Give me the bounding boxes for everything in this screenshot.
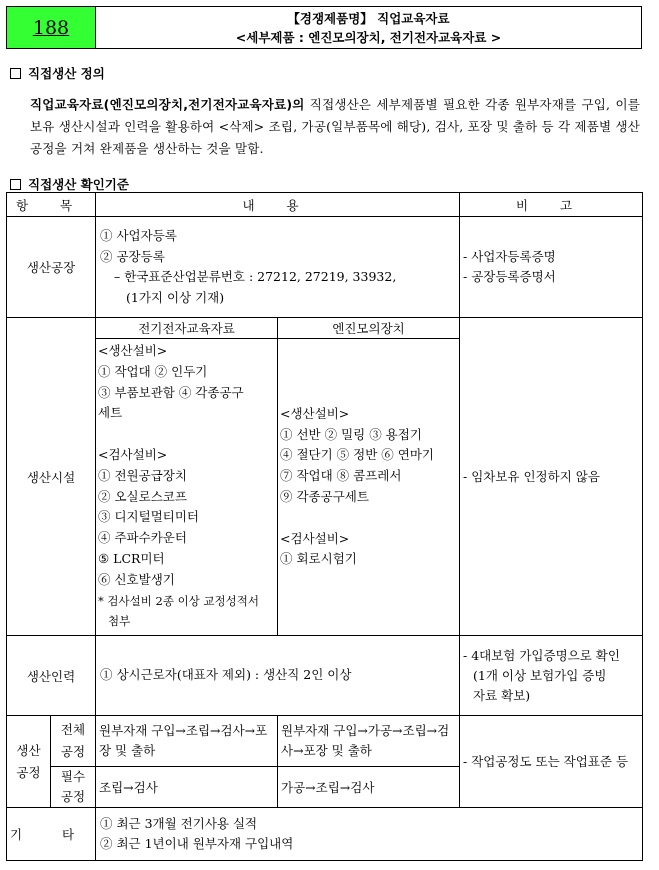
facility-col2-head: 엔진모의장치 xyxy=(278,318,460,339)
manpower-notes xyxy=(460,636,643,716)
facility-item: 세트 xyxy=(98,405,123,421)
facility-item: * 검사설비 2종 이상 교정성적서 xyxy=(98,593,259,608)
facility-item: <검사설비> xyxy=(280,530,350,546)
facility-spacer xyxy=(280,508,457,529)
full-process-col2: 원부자재 구입→가공→조립→검사→포장 및 출하 xyxy=(278,716,460,767)
checkbox-square-icon xyxy=(10,68,21,79)
checkbox-square-icon xyxy=(10,179,21,190)
required-process-label: 필수공정 xyxy=(51,767,96,808)
header-title xyxy=(96,7,641,48)
facility-content xyxy=(96,318,460,636)
row-manpower xyxy=(7,636,643,716)
factory-content xyxy=(96,217,460,318)
manpower-content: ① 상시근로자(대표자 제외) : 생산직 2인 이상 xyxy=(96,636,460,716)
section1-heading xyxy=(10,64,105,82)
process-note: - 작업공정도 또는 작업표준 등 xyxy=(460,716,643,808)
other-label: 기 타 xyxy=(7,808,96,861)
facility-note: - 임차보유 인정하지 않음 xyxy=(460,318,643,636)
facility-item: 첨부 xyxy=(108,614,131,629)
required-process-col2: 가공→조립→검사 xyxy=(278,767,460,808)
required-process-col1: 조립→검사 xyxy=(96,767,278,808)
facility-item: ④ 주파수카운터 xyxy=(98,530,187,546)
manpower-note: - 4대보험 가입증명으로 확인 xyxy=(463,647,620,663)
facility-item: ① 회로시험기 xyxy=(280,551,357,567)
header-title-line2: <세부제품 : 엔진모의장치, 전기전자교육자료 > xyxy=(235,29,502,45)
process-label: 생산공정 xyxy=(7,716,51,808)
facility-item: ② 오실로스코프 xyxy=(98,488,187,504)
facility-item: ① 작업대 ② 인두기 xyxy=(98,363,208,379)
factory-line: ② 공장등록 xyxy=(100,248,165,264)
manpower-note: 자료 확보) xyxy=(473,687,531,703)
full-process-col1: 원부자재 구입→조립→검사→포장 및 출하 xyxy=(96,716,278,767)
facility-item: ① 선반 ② 밀링 ③ 용접기 xyxy=(280,426,422,442)
factory-note: - 공장등록증명서 xyxy=(463,269,556,284)
other-line: ② 최근 1년이내 원부자재 구입내역 xyxy=(100,836,294,851)
facility-spacer xyxy=(98,424,275,445)
header-title-line1: 【경쟁제품명】 직업교육자료 xyxy=(287,10,450,26)
row-other xyxy=(7,808,643,861)
row-factory xyxy=(7,217,643,318)
criteria-table xyxy=(6,192,643,861)
facility-item: ① 전원공급장치 xyxy=(98,467,187,483)
facility-subtable xyxy=(96,318,459,635)
full-process-label: 전체공정 xyxy=(51,716,96,767)
facility-col1-head: 전기전자교육자료 xyxy=(96,318,278,339)
manpower-label: 생산인력 xyxy=(7,636,96,716)
facility-item: ③ 부품보관함 ④ 각종공구 xyxy=(98,384,244,400)
definition-paragraph xyxy=(30,94,640,160)
factory-line: – 한국표준산업분류번호 : 27212, 27219, 33932, xyxy=(114,269,397,284)
section2-title: 직접생산 확인기준 xyxy=(28,177,129,192)
facility-item: ④ 절단기 ⑤ 정반 ⑥ 연마기 xyxy=(280,447,434,463)
row-facility xyxy=(7,318,643,636)
section2-heading xyxy=(10,175,129,193)
facility-item: <생산설비> xyxy=(280,405,350,421)
factory-notes xyxy=(460,217,643,318)
item-number-box xyxy=(7,7,96,48)
other-content xyxy=(96,808,643,861)
definition-lead: 직업교육자료(엔진모의장치,전기전자교육자료)의 xyxy=(30,97,305,112)
facility-item: ⑤ LCR미터 xyxy=(98,550,165,566)
header-remarks: 비 고 xyxy=(460,193,643,217)
facility-col1 xyxy=(96,339,278,636)
facility-label: 생산시설 xyxy=(7,318,96,636)
facility-item: ⑦ 작업대 ⑧ 콤프레서 xyxy=(280,468,402,484)
facility-item: <검사설비> xyxy=(98,446,168,462)
facility-item: ⑥ 신호발생기 xyxy=(98,571,175,587)
header-content: 내 용 xyxy=(96,193,460,217)
facility-col2 xyxy=(278,339,460,636)
item-number: 188 xyxy=(32,16,70,39)
factory-note: - 사업자등록증명 xyxy=(463,249,556,264)
factory-line: ① 사업자등록 xyxy=(100,228,177,243)
factory-line: (1가지 이상 기재) xyxy=(126,289,225,305)
row-process-full xyxy=(7,716,643,767)
definition-text: 직접생산은 세부제품별 필요한 각종 원부자재를 구입, 이를 보유 생산시설과 인력을 활용하여 <삭제> 조립, 가공(일부품목에 해당), 검사, 포장 및 출하 등 각 제품별 생산공정을 거쳐 완제품을 생산하는 것을 말함. xyxy=(30,97,640,156)
other-line: ① 최근 3개월 전기사용 실적 xyxy=(100,815,258,831)
facility-item: ③ 디지털멀티미터 xyxy=(98,509,199,525)
manpower-note: (1개 이상 보험가입 증빙 xyxy=(473,667,607,683)
table-header-row xyxy=(7,193,643,217)
factory-label: 생산공장 xyxy=(7,217,96,318)
header-item: 항 목 xyxy=(7,193,96,217)
document-header xyxy=(6,6,642,49)
facility-item: <생산설비> xyxy=(98,343,168,358)
section1-title: 직접생산 정의 xyxy=(28,66,105,81)
facility-item: ⑨ 각종공구세트 xyxy=(280,489,369,504)
